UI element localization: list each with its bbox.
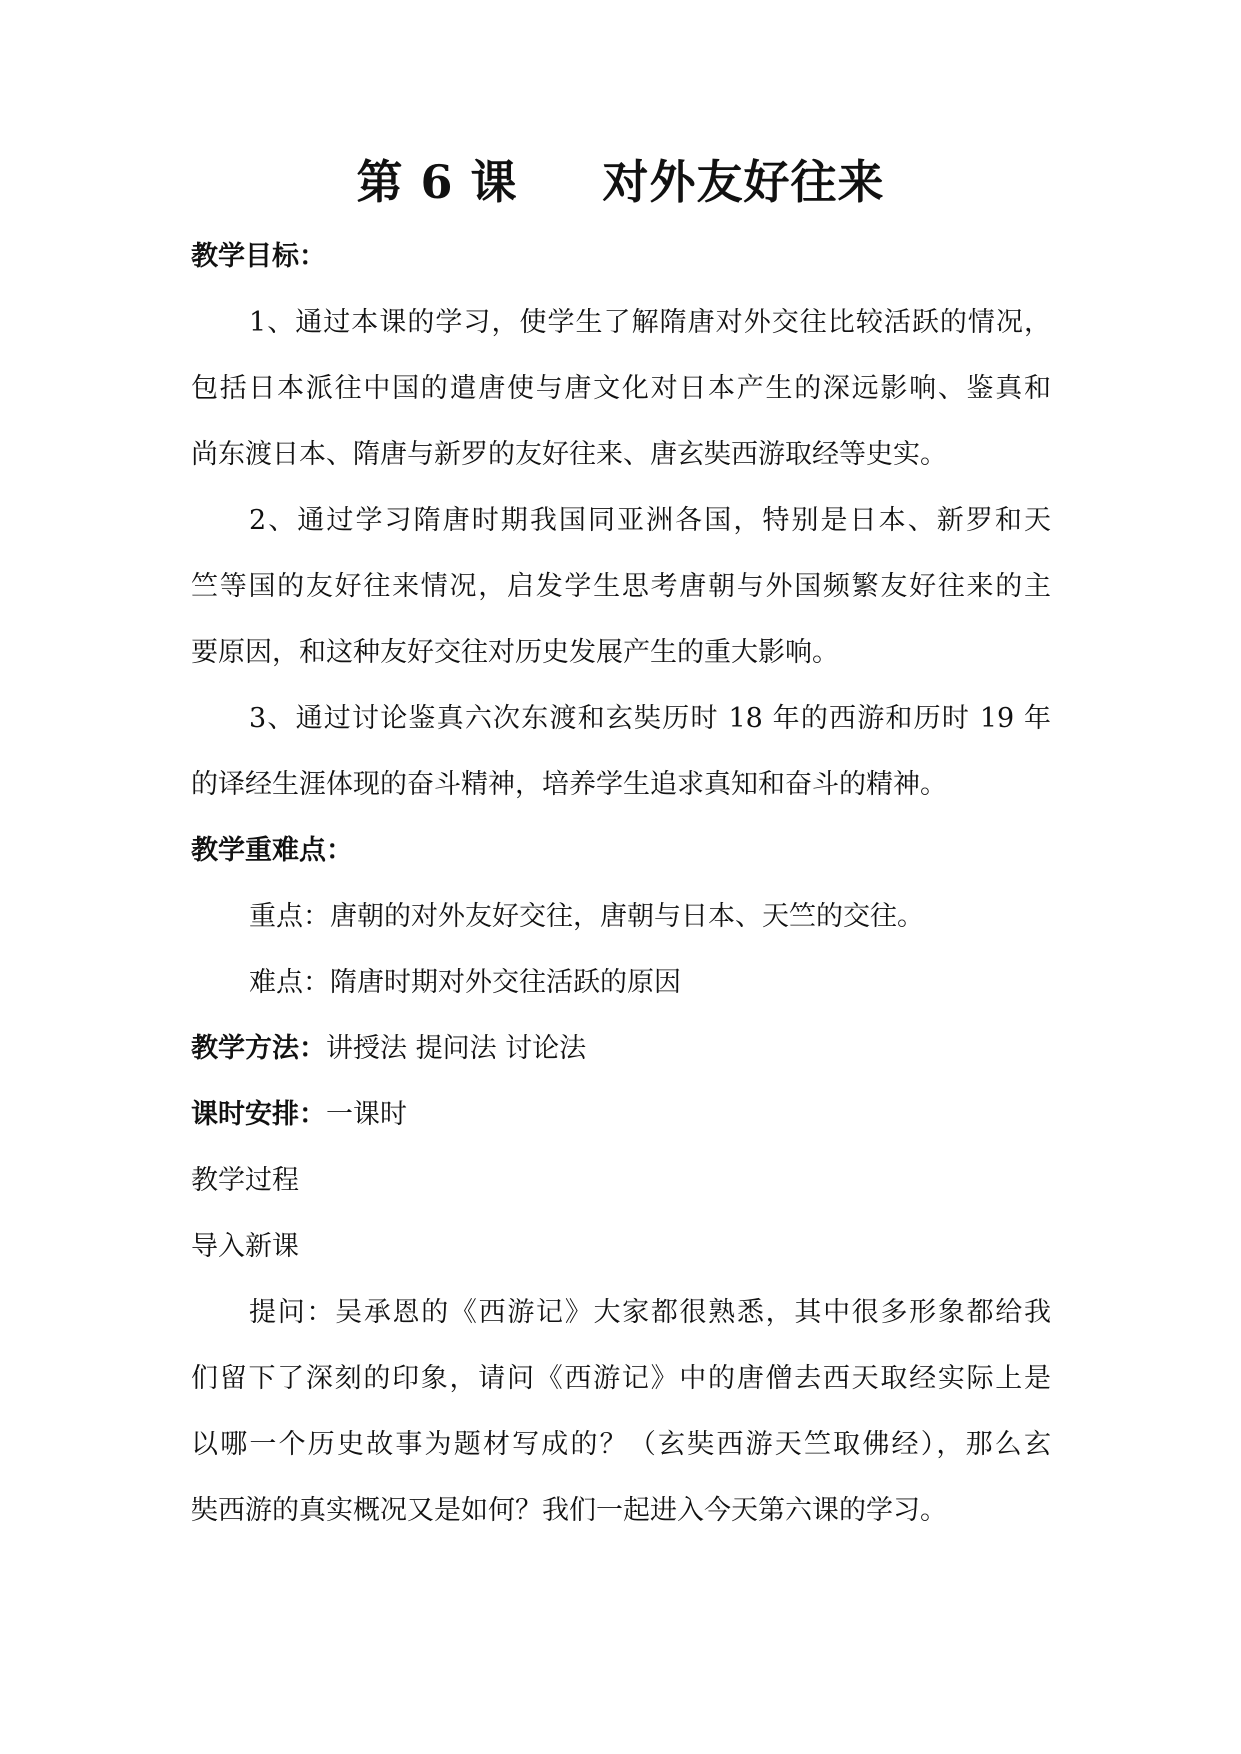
field-value: 一课时 <box>326 1099 407 1130</box>
text-line <box>191 290 1051 356</box>
paragraph-text: 重点：唐朝的对外友好交往，唐朝与日本、天竺的交往。 <box>249 901 924 932</box>
field-label: 课时安排： <box>191 1099 326 1130</box>
paragraph-text: 尚东渡日本、隋唐与新罗的友好往来、唐玄奘西游取经等史实。 <box>191 439 947 470</box>
section-heading: 教学目标： <box>191 241 326 272</box>
page-title: 第 6 课 对外友好往来 <box>356 155 885 209</box>
paragraph-text: 提问：吴承恩的《西游记》大家都很熟悉，其中很多形象都给我 <box>249 1297 1051 1328</box>
text-line <box>191 1478 1051 1544</box>
text-line <box>191 1280 1051 1346</box>
paragraph-text: 2、通过学习隋唐时期我国同亚洲各国，特别是日本、新罗和天 <box>249 505 1051 536</box>
paragraph-text: 奘西游的真实概况又是如何？我们一起进入今天第六课的学习。 <box>191 1495 947 1526</box>
field-value: 讲授法 提问法 讨论法 <box>326 1033 587 1064</box>
text-line <box>191 884 1051 950</box>
paragraph-text: 以哪一个历史故事为题材写成的？（玄奘西游天竺取佛经），那么玄 <box>191 1429 1051 1460</box>
text-line <box>191 356 1051 422</box>
text-line <box>191 752 1051 818</box>
paragraph-text: 1、通过本课的学习，使学生了解隋唐对外交往比较活跃的情况， <box>249 307 1051 338</box>
text-line <box>191 1016 1051 1082</box>
paragraph-text: 教学过程 <box>191 1165 299 1196</box>
paragraph-text: 们留下了深刻的印象，请问《西游记》中的唐僧去西天取经实际上是 <box>191 1363 1051 1394</box>
paragraph-text: 导入新课 <box>191 1231 299 1262</box>
text-line <box>191 818 1051 884</box>
paragraph-text: 要原因，和这种友好交往对历史发展产生的重大影响。 <box>191 637 839 668</box>
text-line <box>191 1346 1051 1412</box>
text-line <box>191 620 1051 686</box>
paragraph-text: 包括日本派往中国的遣唐使与唐文化对日本产生的深远影响、鉴真和 <box>191 373 1051 404</box>
text-line <box>191 224 1051 290</box>
text-line <box>191 1214 1051 1280</box>
section-heading: 教学重难点： <box>191 835 353 866</box>
text-line <box>191 950 1051 1016</box>
paragraph-text: 3、通过讨论鉴真六次东渡和玄奘历时 18 年的西游和历时 19 年 <box>249 703 1051 734</box>
document-body <box>191 224 1051 1544</box>
text-line <box>191 554 1051 620</box>
paragraph-text: 竺等国的友好往来情况，启发学生思考唐朝与外国频繁友好往来的主 <box>191 571 1051 602</box>
paragraph-text: 的译经生涯体现的奋斗精神，培养学生追求真知和奋斗的精神。 <box>191 769 947 800</box>
text-line <box>191 1082 1051 1148</box>
text-line <box>191 422 1051 488</box>
paragraph-text: 难点：隋唐时期对外交往活跃的原因 <box>249 967 681 998</box>
text-line <box>191 488 1051 554</box>
text-line <box>191 686 1051 752</box>
text-line <box>191 1148 1051 1214</box>
text-line <box>191 1412 1051 1478</box>
field-label: 教学方法： <box>191 1033 326 1064</box>
